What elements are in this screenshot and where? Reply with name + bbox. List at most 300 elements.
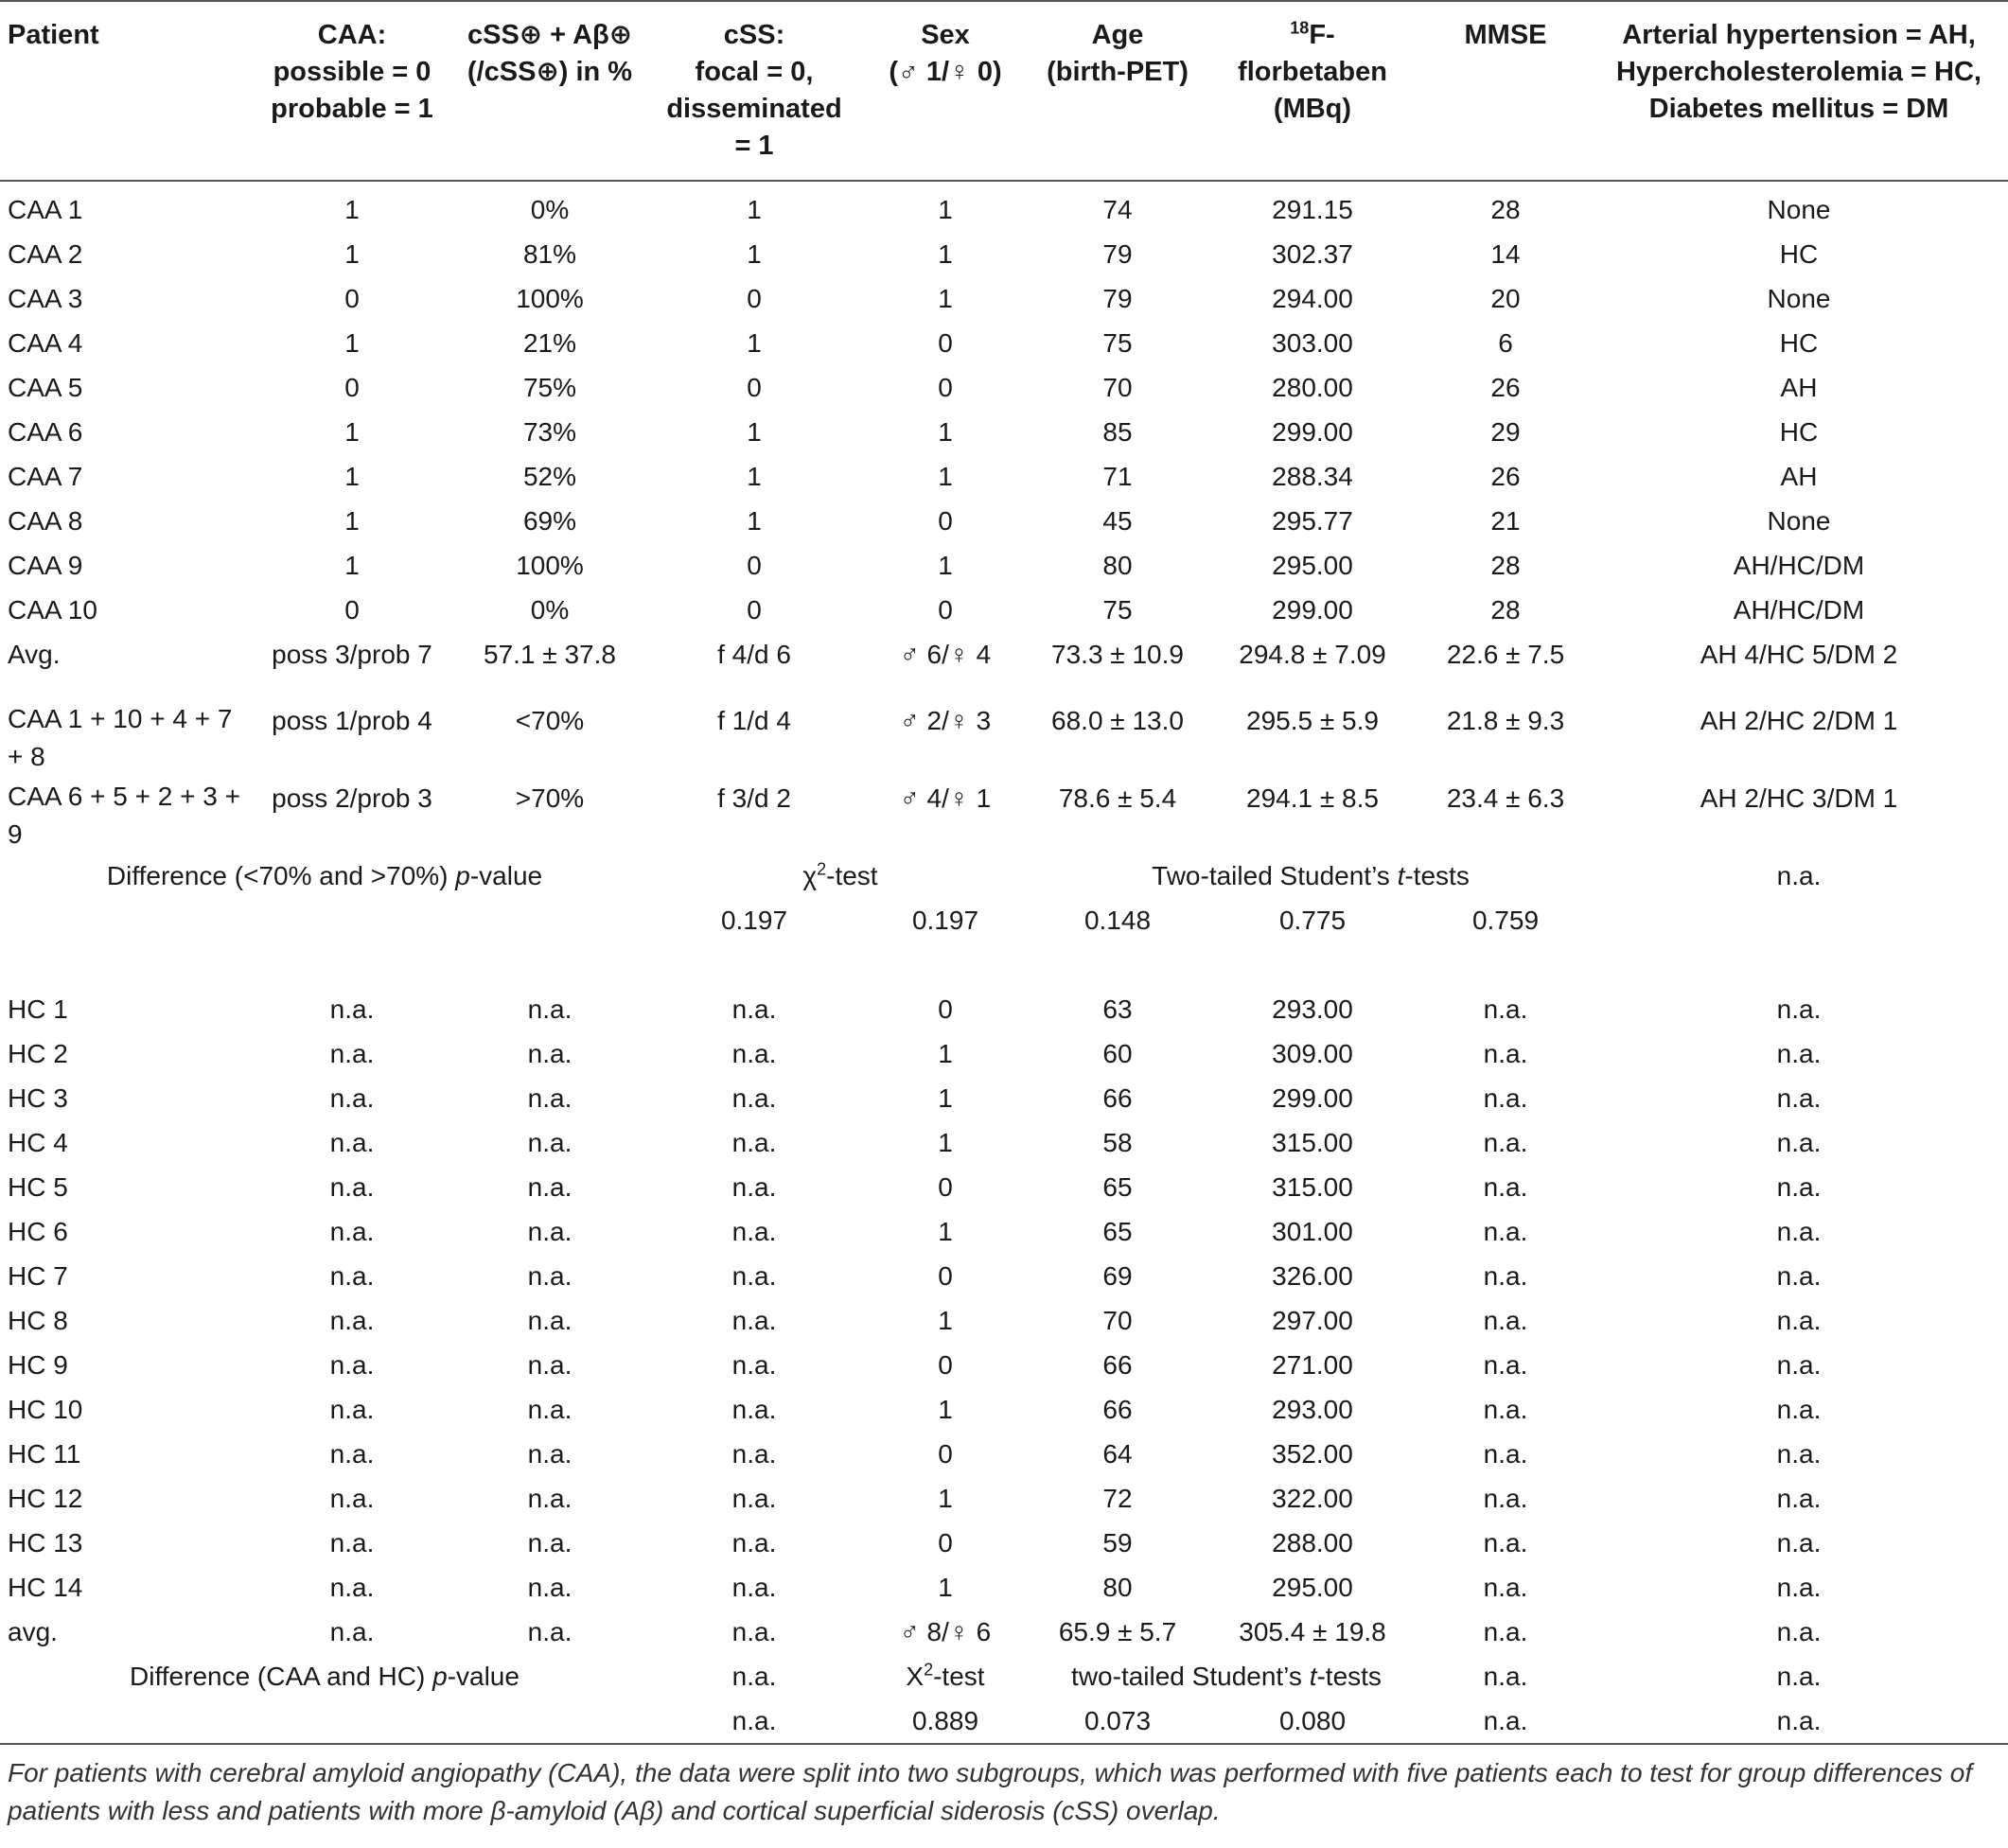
table-row	[0, 1432, 2008, 1476]
table-cell: 291.15	[1272, 195, 1353, 224]
table-cell: poss 1/prob 4	[272, 706, 432, 735]
table-cell: f 1/d 4	[717, 706, 791, 735]
table-cell: 0%	[530, 595, 570, 625]
table-row	[0, 1209, 2008, 1254]
table-cell: 57.1 ± 37.8	[484, 640, 616, 669]
table-cell: n.a.	[1776, 1617, 1822, 1646]
table-cell: 65	[1102, 1172, 1133, 1202]
table-cell: 65	[1102, 1217, 1133, 1246]
table-cell: 295.5 ± 5.9	[1246, 706, 1379, 735]
table-cell: 1	[747, 462, 762, 491]
row-label: HC 13	[8, 1528, 83, 1558]
p-value: 0.073	[1031, 1698, 1204, 1744]
table-cell: 80	[1102, 1573, 1133, 1602]
table-cell: 85	[1102, 417, 1133, 447]
table-cell: n.a.	[1776, 994, 1822, 1024]
table-cell: n.a.	[329, 1172, 375, 1202]
table-cell: HC	[1779, 417, 1819, 447]
row-label: HC 12	[8, 1484, 83, 1513]
row-label: CAA 3	[8, 284, 83, 313]
table-cell: n.a.	[1776, 1484, 1822, 1513]
header-sex: Sex (♂ 1/♀ 0)	[859, 1, 1031, 181]
table-cell: 45	[1102, 506, 1133, 536]
table-cell: 6	[1498, 328, 1513, 358]
table-cell: None	[1767, 506, 1831, 536]
table-cell: 58	[1102, 1128, 1133, 1157]
table-row	[0, 276, 2008, 321]
table-cell: n.a.	[1776, 1217, 1822, 1246]
header-mmse: MMSE	[1421, 1, 1590, 181]
p-value: 0.775	[1278, 906, 1347, 935]
difference-hc-mmse: n.a.	[1483, 1662, 1528, 1691]
table-cell: 0	[344, 373, 360, 402]
row-label: HC 2	[8, 1039, 68, 1068]
row-label: HC 7	[8, 1261, 68, 1291]
table-row	[0, 454, 2008, 499]
table-cell: n.a.	[1483, 1350, 1528, 1380]
table-cell: n.a.	[329, 1350, 375, 1380]
table-cell: 0	[938, 595, 953, 625]
spacer-row	[0, 181, 2008, 187]
table-row	[0, 1254, 2008, 1298]
p-value: 0.080	[1204, 1698, 1421, 1744]
table-cell: AH	[1780, 373, 1818, 402]
table-cell: >70%	[515, 783, 585, 813]
difference-hc-row	[0, 1654, 2008, 1698]
table-cell: 0	[938, 1261, 953, 1291]
table-row	[0, 1165, 2008, 1209]
table-cell: 0	[747, 551, 762, 580]
table-row	[0, 365, 2008, 410]
table-row	[0, 1298, 2008, 1343]
row-label: HC 3	[8, 1083, 68, 1113]
table-cell: 78.6 ± 5.4	[1058, 783, 1177, 813]
table-cell: 1	[938, 1217, 953, 1246]
chi-square-label: $X^2$-test	[906, 1660, 985, 1691]
table-header	[0, 1, 2008, 181]
table-cell: n.a.	[1776, 1395, 1822, 1424]
table-cell: n.a.	[1483, 1528, 1528, 1558]
row-label: HC 11	[8, 1439, 81, 1469]
table-cell: 305.4 ± 19.8	[1239, 1617, 1386, 1646]
header-css: cSS: focal = 0, disseminated = 1	[649, 1, 859, 181]
table-cell: 59	[1102, 1528, 1133, 1558]
chi-square-label: $\chi^2$-test	[802, 859, 878, 890]
table-cell: ♂ 2/♀ 3	[899, 706, 992, 735]
table-cell: n.a.	[731, 1083, 777, 1113]
header-caa: CAA: possible = 0 probable = 1	[254, 1, 450, 181]
row-label: HC 1	[8, 994, 68, 1024]
table-cell: 60	[1102, 1039, 1133, 1068]
table-cell: n.a.	[1483, 994, 1528, 1024]
caa-average-row	[0, 632, 2008, 677]
table-cell: poss 3/prob 7	[272, 640, 432, 669]
table-cell: 75	[1102, 595, 1133, 625]
difference-hc-css: n.a.	[731, 1662, 777, 1691]
header-patient: Patient	[0, 1, 254, 181]
table-cell: n.a.	[1483, 1617, 1528, 1646]
difference-caa-row	[0, 854, 2008, 898]
row-label: CAA 7	[8, 462, 83, 491]
table-cell: n.a.	[527, 1306, 572, 1335]
table-cell: 70	[1102, 373, 1133, 402]
table-cell: 1	[344, 195, 360, 224]
table-cell: AH 4/HC 5/DM 2	[1700, 640, 1898, 669]
table-cell: AH/HC/DM	[1733, 551, 1865, 580]
table-cell: 1	[747, 328, 762, 358]
table-cell: n.a.	[1776, 1039, 1822, 1068]
table-cell: n.a.	[1483, 1306, 1528, 1335]
table-cell: n.a.	[527, 1128, 572, 1157]
table-cell: n.a.	[527, 1573, 572, 1602]
table-cell: 294.00	[1272, 284, 1353, 313]
table-cell: n.a.	[1776, 1350, 1822, 1380]
table-cell: 295.00	[1272, 551, 1353, 580]
p-value: n.a.	[1421, 1698, 1590, 1744]
table-cell: n.a.	[527, 1083, 572, 1113]
p-value: n.a.	[649, 1698, 859, 1744]
table-cell: n.a.	[1776, 1573, 1822, 1602]
row-label: CAA 8	[8, 506, 83, 536]
table-cell: AH 2/HC 2/DM 1	[1700, 706, 1898, 735]
table-cell: 1	[938, 195, 953, 224]
table-cell: n.a.	[731, 1395, 777, 1424]
header-age: Age (birth-PET)	[1031, 1, 1204, 181]
table-cell: n.a.	[731, 1484, 777, 1513]
p-value: 0.889	[859, 1698, 1031, 1744]
table-cell: n.a.	[329, 1573, 375, 1602]
table-cell: 1	[938, 284, 953, 313]
table-cell: 66	[1102, 1350, 1133, 1380]
spacer-row	[0, 677, 2008, 698]
table-row	[0, 321, 2008, 365]
table-cell: n.a.	[329, 1484, 375, 1513]
table-cell: 326.00	[1272, 1261, 1353, 1291]
table-cell: 288.34	[1272, 462, 1353, 491]
table-cell: 299.00	[1272, 417, 1353, 447]
table-cell: 288.00	[1272, 1528, 1353, 1558]
table-cell: n.a.	[527, 1217, 572, 1246]
table-cell: n.a.	[1483, 1128, 1528, 1157]
table-cell: 1	[747, 195, 762, 224]
row-label: HC 5	[8, 1172, 68, 1202]
ttest-label: two-tailed Student’s t-tests	[1071, 1662, 1382, 1691]
p-value: 0.759	[1471, 906, 1540, 935]
table-cell: 72	[1102, 1484, 1133, 1513]
table-cell: 73.3 ± 10.9	[1051, 640, 1184, 669]
table-cell: 1	[344, 551, 360, 580]
header-tracer: $^{18}$F- florbetaben (MBq)	[1204, 1, 1421, 181]
table-cell: n.a.	[527, 1172, 572, 1202]
table-cell: 295.00	[1272, 1573, 1353, 1602]
table-cell: n.a.	[731, 1172, 777, 1202]
table-cell: AH	[1780, 462, 1818, 491]
table-cell: 1	[938, 462, 953, 491]
p-value: 0.148	[1083, 906, 1152, 935]
table-cell: 1	[747, 239, 762, 269]
table-cell: 1	[938, 551, 953, 580]
table-cell: 79	[1102, 284, 1133, 313]
table-cell: n.a.	[527, 1528, 572, 1558]
table-cell: n.a.	[527, 1484, 572, 1513]
table-row	[0, 187, 2008, 232]
table-cell: 28	[1490, 195, 1521, 224]
table-cell: n.a.	[329, 1439, 375, 1469]
table-row	[0, 1387, 2008, 1432]
table-cell: 0	[938, 506, 953, 536]
table-cell: 0	[344, 284, 360, 313]
table-cell: ♂ 6/♀ 4	[899, 640, 992, 669]
row-label: HC 14	[8, 1573, 83, 1602]
p-value-row	[0, 898, 2008, 942]
table-cell: 0	[747, 373, 762, 402]
table-cell: 1	[344, 328, 360, 358]
p-value-row	[0, 1698, 2008, 1744]
table-cell: n.a.	[527, 1395, 572, 1424]
table-cell: ♂ 4/♀ 1	[899, 783, 992, 813]
table-cell: 66	[1102, 1395, 1133, 1424]
table-cell: 280.00	[1272, 373, 1353, 402]
table-cell: HC	[1779, 239, 1819, 269]
table-cell: n.a.	[329, 1395, 375, 1424]
table-cell: 28	[1490, 551, 1521, 580]
table-cell: 75	[1102, 328, 1133, 358]
table-cell: AH 2/HC 3/DM 1	[1700, 783, 1898, 813]
table-cell: 352.00	[1272, 1439, 1353, 1469]
p-value: n.a.	[1590, 1698, 2008, 1744]
table-cell: 23.4 ± 6.3	[1446, 783, 1565, 813]
table-cell: 0	[344, 595, 360, 625]
table-cell: n.a.	[731, 994, 777, 1024]
table-cell: 1	[938, 1306, 953, 1335]
table-cell: 303.00	[1272, 328, 1353, 358]
table-cell: 299.00	[1272, 595, 1353, 625]
table-cell: 315.00	[1272, 1128, 1353, 1157]
table-cell: 79	[1102, 239, 1133, 269]
table-cell: 21	[1490, 506, 1521, 536]
table-cell: n.a.	[527, 1039, 572, 1068]
difference-caa-risk: n.a.	[1776, 861, 1822, 890]
table-row	[0, 410, 2008, 454]
header-overlap: cSS⊕ + Aβ⊕ (/cSS⊕) in %	[450, 1, 649, 181]
table-cell: 26	[1490, 373, 1521, 402]
row-label: CAA 5	[8, 373, 83, 402]
table-row	[0, 1476, 2008, 1521]
table-cell: ♂ 8/♀ 6	[899, 1617, 992, 1646]
table-cell: 0	[747, 284, 762, 313]
table-cell: 100%	[516, 284, 584, 313]
table-cell: f 4/d 6	[717, 640, 791, 669]
table-cell: 0%	[530, 195, 570, 224]
row-label: CAA 9	[8, 551, 83, 580]
table-cell: 1	[344, 506, 360, 536]
table-cell: 0	[938, 373, 953, 402]
row-label: HC 4	[8, 1128, 68, 1157]
table-cell: 22.6 ± 7.5	[1446, 640, 1565, 669]
table-cell: n.a.	[527, 1617, 572, 1646]
table-cell: 65.9 ± 5.7	[1058, 1617, 1177, 1646]
table-cell: <70%	[515, 706, 585, 735]
table-cell: 1	[344, 239, 360, 269]
table-cell: n.a.	[1776, 1083, 1822, 1113]
row-label: HC 10	[8, 1395, 83, 1424]
table-cell: 295.77	[1272, 506, 1353, 536]
row-label: CAA 1	[8, 195, 83, 224]
table-cell: 1	[938, 417, 953, 447]
table-cell: n.a.	[329, 1306, 375, 1335]
table-cell: 74	[1102, 195, 1133, 224]
header-risk-factors: Arterial hypertension = AH, Hypercholesterolemia = HC, Diabetes mellitus = DM	[1590, 1, 2008, 181]
header-row	[0, 1, 2008, 181]
row-label: CAA 4	[8, 328, 83, 358]
table-cell: 1	[938, 1484, 953, 1513]
table-cell: 1	[938, 239, 953, 269]
table-cell: 70	[1102, 1306, 1133, 1335]
table-cell: n.a.	[731, 1350, 777, 1380]
table-cell: n.a.	[1776, 1172, 1822, 1202]
table-cell: n.a.	[527, 1439, 572, 1469]
table-cell: n.a.	[1776, 1439, 1822, 1469]
table-cell: 73%	[522, 417, 577, 447]
table-cell: 0	[938, 1528, 953, 1558]
table-body	[0, 181, 2008, 1744]
hc-average-row	[0, 1610, 2008, 1654]
table-cell: poss 2/prob 3	[272, 783, 432, 813]
table-cell: 68.0 ± 13.0	[1051, 706, 1184, 735]
table-cell: 100%	[516, 551, 584, 580]
table-cell: 64	[1102, 1439, 1133, 1469]
difference-caa-label: Difference (<70% and >70%) p-value	[106, 861, 543, 890]
table-cell: 1	[344, 417, 360, 447]
table-footnote: For patients with cerebral amyloid angiopathy (CAA), the data were split into two subgroups, which was performed with five patients each to test for group differences of patients with less and patients with more β-amyloid (Aβ) and cortical superficial siderosis (cSS) overlap.	[8, 1758, 1973, 1825]
table-cell: 75%	[522, 373, 577, 402]
table-cell: n.a.	[731, 1261, 777, 1291]
table-cell: 21%	[522, 328, 577, 358]
table-cell: 0	[938, 1172, 953, 1202]
table-row	[0, 588, 2008, 632]
table-cell: n.a.	[731, 1306, 777, 1335]
table-cell: 80	[1102, 551, 1133, 580]
table-cell: n.a.	[1483, 1439, 1528, 1469]
table-row	[0, 1076, 2008, 1120]
table-row	[0, 1343, 2008, 1387]
subgroup-row	[0, 698, 2008, 776]
table-cell: 293.00	[1272, 1395, 1353, 1424]
table-cell: 71	[1102, 462, 1133, 491]
table-cell: n.a.	[731, 1573, 777, 1602]
table-cell: 302.37	[1272, 239, 1353, 269]
table-cell: 1	[938, 1039, 953, 1068]
table-cell: 1	[344, 462, 360, 491]
table-cell: 293.00	[1272, 994, 1353, 1024]
table-cell: n.a.	[1776, 1306, 1822, 1335]
table-cell: n.a.	[329, 1528, 375, 1558]
table-cell: 0	[938, 994, 953, 1024]
table-cell: 1	[938, 1083, 953, 1113]
table-cell: 309.00	[1272, 1039, 1353, 1068]
table-cell: n.a.	[1776, 1261, 1822, 1291]
table-cell: n.a.	[731, 1128, 777, 1157]
row-label: HC 8	[8, 1306, 68, 1335]
table-row	[0, 1031, 2008, 1076]
table-cell: 29	[1490, 417, 1521, 447]
table-cell: AH/HC/DM	[1733, 595, 1865, 625]
table-cell: n.a.	[329, 1217, 375, 1246]
table-row	[0, 1565, 2008, 1610]
table-row	[0, 499, 2008, 543]
spacer-row	[0, 942, 2008, 987]
row-label: CAA 10	[8, 595, 97, 625]
table-cell: n.a.	[329, 1039, 375, 1068]
table-row	[0, 543, 2008, 588]
table-cell: n.a.	[329, 1083, 375, 1113]
difference-hc-risk: n.a.	[1776, 1662, 1822, 1691]
table-row	[0, 1120, 2008, 1165]
ttest-label: Two-tailed Student’s t-tests	[1152, 861, 1470, 890]
table-cell: n.a.	[731, 1039, 777, 1068]
table-cell: n.a.	[329, 1617, 375, 1646]
row-label: CAA 6	[8, 417, 83, 447]
row-label: CAA 2	[8, 239, 83, 269]
table-cell: None	[1767, 195, 1831, 224]
row-label: CAA 6 + 5 + 2 + 3 + 9	[8, 782, 240, 849]
table-cell: 0	[747, 595, 762, 625]
table-cell: 1	[747, 506, 762, 536]
p-value: 0.197	[720, 906, 788, 935]
table-cell: f 3/d 2	[717, 783, 791, 813]
table-cell: 271.00	[1272, 1350, 1353, 1380]
table-row	[0, 232, 2008, 276]
table-cell: 1	[938, 1573, 953, 1602]
table-cell: 322.00	[1272, 1484, 1353, 1513]
table-cell: 1	[938, 1395, 953, 1424]
table-cell: 1	[938, 1128, 953, 1157]
table-cell: 69%	[522, 506, 577, 536]
table-cell: n.a.	[527, 994, 572, 1024]
table-cell: 297.00	[1272, 1306, 1353, 1335]
table-cell: n.a.	[329, 994, 375, 1024]
table-cell: HC	[1779, 328, 1819, 358]
row-label: HC 6	[8, 1217, 68, 1246]
table-cell: 0	[938, 1350, 953, 1380]
table-cell: 28	[1490, 595, 1521, 625]
table-cell: n.a.	[731, 1528, 777, 1558]
table-cell: n.a.	[527, 1350, 572, 1380]
difference-hc-label: Difference (CAA and HC) p-value	[130, 1662, 520, 1691]
table-cell: n.a.	[1776, 1528, 1822, 1558]
table-cell: 0	[938, 1439, 953, 1469]
table-cell: 26	[1490, 462, 1521, 491]
table-cell: 1	[747, 417, 762, 447]
table-cell: 20	[1490, 284, 1521, 313]
table-cell: n.a.	[731, 1617, 777, 1646]
table-cell: n.a.	[1483, 1039, 1528, 1068]
table-cell: n.a.	[329, 1261, 375, 1291]
table-cell: 21.8 ± 9.3	[1446, 706, 1565, 735]
subgroup-row	[0, 776, 2008, 854]
table-cell: n.a.	[1776, 1128, 1822, 1157]
table-row	[0, 1521, 2008, 1565]
table-cell: None	[1767, 284, 1831, 313]
table-cell: 294.1 ± 8.5	[1246, 783, 1379, 813]
table-cell: n.a.	[1483, 1261, 1528, 1291]
table-cell: n.a.	[1483, 1083, 1528, 1113]
row-label: HC 9	[8, 1350, 68, 1380]
row-label: Avg.	[8, 640, 61, 669]
table-cell: 299.00	[1272, 1083, 1353, 1113]
row-label: avg.	[8, 1617, 58, 1646]
table-cell: n.a.	[1483, 1217, 1528, 1246]
